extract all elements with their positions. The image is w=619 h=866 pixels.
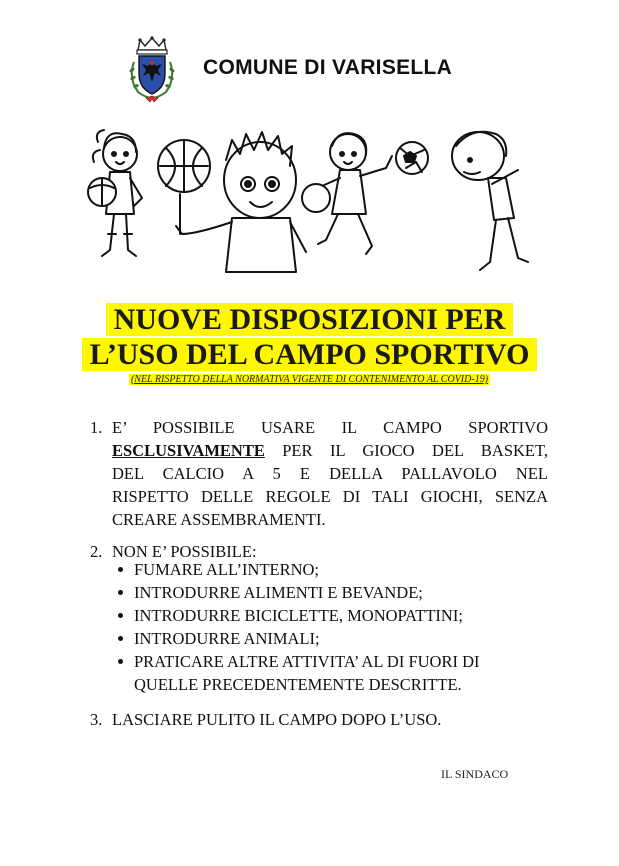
list-item — [112, 581, 552, 604]
bullet-icon — [118, 613, 123, 618]
list-item-text-continued: QUELLE PRECEDENTEMENTE DESCRITTE. — [134, 675, 462, 694]
boy-with-basketball-figure — [158, 132, 306, 272]
bullet-icon — [118, 590, 123, 595]
list-item-text: INTRODURRE ANIMALI; — [134, 629, 320, 648]
bullet-icon — [118, 567, 123, 572]
children-playing-sports-icon — [76, 122, 556, 282]
list-item-text: PRATICARE ALTRE ATTIVITA’ AL DI FUORI DI — [134, 652, 480, 671]
boy-heading-soccer-ball-figure — [396, 132, 528, 270]
list-item-text: INTRODURRE ALIMENTI E BEVANDE; — [134, 583, 423, 602]
title-line-1-text: NUOVE DISPOSIZIONI PER — [106, 303, 514, 336]
title-line-2 — [0, 338, 619, 372]
municipality-title: COMUNE DI VARISELLA — [203, 56, 453, 79]
list-item-text: INTRODURRE BICICLETTE, MONOPATTINI; — [134, 606, 463, 625]
rule-line: RISPETTO DELLE REGOLE DI TALI GIOCHI, SENZA — [112, 487, 548, 506]
list-item — [112, 650, 552, 696]
rule-line: E’ POSSIBILE USARE IL CAMPO SPORTIVO — [112, 418, 548, 437]
rule-line: DEL CALCIO A 5 E DELLA PALLAVOLO NEL — [112, 464, 548, 483]
list-item — [112, 627, 552, 650]
bullet-icon — [118, 659, 123, 664]
signature-label: IL SINDACO — [441, 767, 509, 781]
title-line-1 — [0, 303, 619, 337]
rule-number: 3. — [90, 710, 103, 729]
covid-note-text: (NEL RISPETTO DELLA NORMATIVA VIGENTE DI CONTENIMENTO AL COVID-19) — [130, 374, 489, 385]
coat-of-arms-icon — [124, 36, 180, 106]
rule-line — [112, 439, 548, 462]
prohibitions-list — [112, 558, 552, 696]
rule-number: 2. — [90, 542, 103, 561]
list-item — [112, 604, 552, 627]
list-item-text: FUMARE ALL’INTERNO; — [134, 560, 320, 579]
rule-text: LASCIARE PULITO IL CAMPO DOPO L’USO. — [112, 710, 442, 729]
rule-line: CREARE ASSEMBRAMENTI. — [112, 510, 326, 529]
rule-text — [112, 416, 548, 531]
list-item — [112, 558, 552, 581]
girl-with-ball-figure — [88, 130, 142, 256]
rule-text: NON E’ POSSIBILE: — [112, 542, 257, 561]
covid-note — [0, 374, 619, 385]
rule-line-rest: PER IL GIOCO DEL BASKET, — [264, 441, 548, 460]
girl-kicking-ball-figure — [302, 133, 392, 254]
rule-number: 1. — [90, 418, 103, 437]
emphasis-word: ESCLUSIVAMENTE — [112, 441, 265, 460]
title-line-2-text: L’USO DEL CAMPO SPORTIVO — [82, 338, 538, 371]
bullet-icon — [118, 636, 123, 641]
